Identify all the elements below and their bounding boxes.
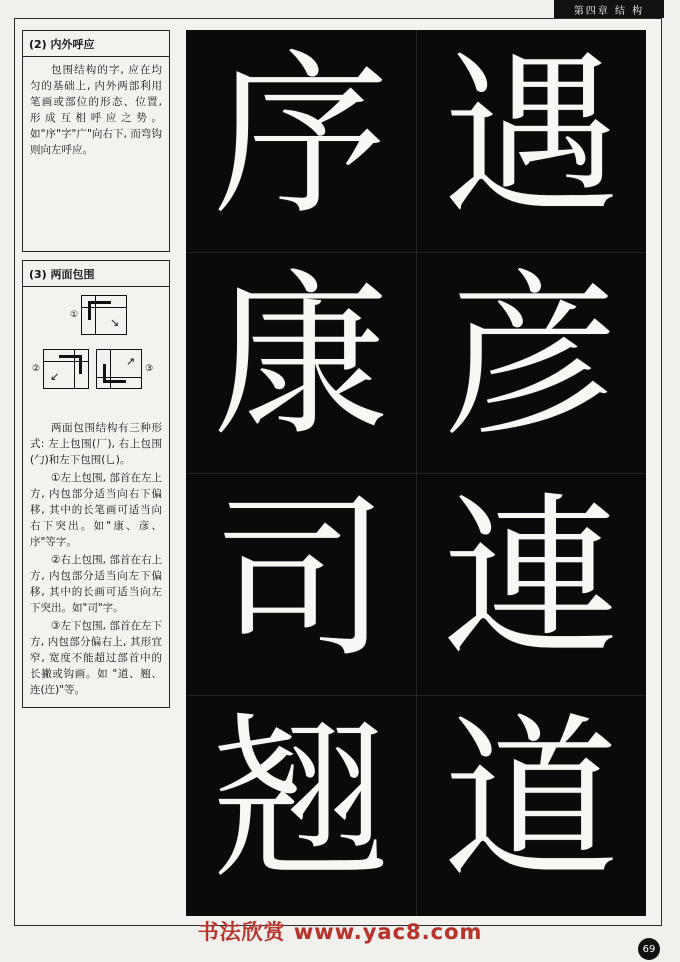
corner-left-bottom-icon — [103, 364, 126, 383]
plate-cell — [186, 473, 416, 695]
calligraphy-character: 翘 — [212, 698, 389, 904]
calligraphy-character: 連 — [442, 476, 619, 682]
plate-cell — [416, 30, 646, 252]
glyph-box-right-top — [43, 349, 89, 389]
paragraph: ①左上包围, 部首在左上方, 内包部分适当向右下偏移, 其中的长笔画可适当向右下突出。如"康、彦、序"等字。 — [30, 472, 162, 548]
arrow-up-right-icon: ↗ — [125, 355, 136, 368]
paragraph: 包围结构的字, 应在均匀的基础上, 内外两部利用笔画或部位的形态、位置, 形成互相呼应之势。如"序"字"广"向右下, 而弯钩则向左呼应。 — [30, 64, 162, 156]
site-watermark: 书法欣赏 www.yac8.com — [197, 920, 483, 944]
plate-cell — [416, 252, 646, 474]
diagram-row-2 — [29, 349, 156, 389]
paragraph: ③左下包围, 部首在左下方, 内包部分偏右上, 其形宜窄, 宽度不能超过部首中的长撇或钩画。如 "道、翘、连(迕)"等。 — [30, 620, 162, 696]
corner-right-top-icon — [59, 355, 82, 374]
corner-left-top-icon — [88, 301, 111, 320]
calligraphy-character: 康 — [212, 255, 389, 461]
plate-cell — [186, 252, 416, 474]
running-head: 第四章 结 构 — [554, 0, 664, 18]
glyph-box-left-top — [81, 295, 127, 335]
calligraphy-character: 彦 — [442, 255, 619, 461]
glyph-box-left-bottom — [96, 349, 142, 389]
paragraph: 两面包围结构有三种形式: 左上包围(厂), 右上包围(勹)和左下包围(乚)。 — [30, 422, 162, 466]
diagram-label-2: ② — [32, 364, 41, 374]
paragraph: ②右上包围, 部首在右上方, 内包部分适当向左下偏移, 其中的长画可适当向左下突出。如"司"字。 — [30, 554, 162, 614]
arrow-down-left-icon: ↙ — [50, 370, 60, 383]
calligraphy-character: 序 — [212, 33, 389, 239]
arrow-down-right-icon: ↘ — [109, 316, 120, 329]
plate-cell — [416, 695, 646, 917]
section-title-2: (2) 内外呼应 — [23, 31, 169, 57]
section-two-side-enclosure — [22, 260, 170, 708]
page-number: 69 — [638, 938, 660, 960]
diagram-row-1 — [67, 295, 127, 335]
text-column — [22, 30, 170, 916]
diagram-label-1: ① — [70, 310, 79, 320]
section-inner-outer-echo — [22, 30, 170, 252]
calligraphy-character: 司 — [212, 476, 389, 682]
plate-cell — [416, 473, 646, 695]
calligraphy-plate — [186, 30, 646, 916]
calligraphy-character: 遇 — [442, 33, 619, 239]
diagram-label-3: ③ — [145, 364, 154, 374]
calligraphy-character: 道 — [442, 698, 619, 904]
plate-cell — [186, 695, 416, 917]
enclosure-diagram — [23, 287, 169, 415]
section-body-3 — [23, 415, 169, 707]
section-title-3: (3) 两面包围 — [23, 261, 169, 287]
plate-cell — [186, 30, 416, 252]
section-body-2 — [23, 57, 169, 167]
